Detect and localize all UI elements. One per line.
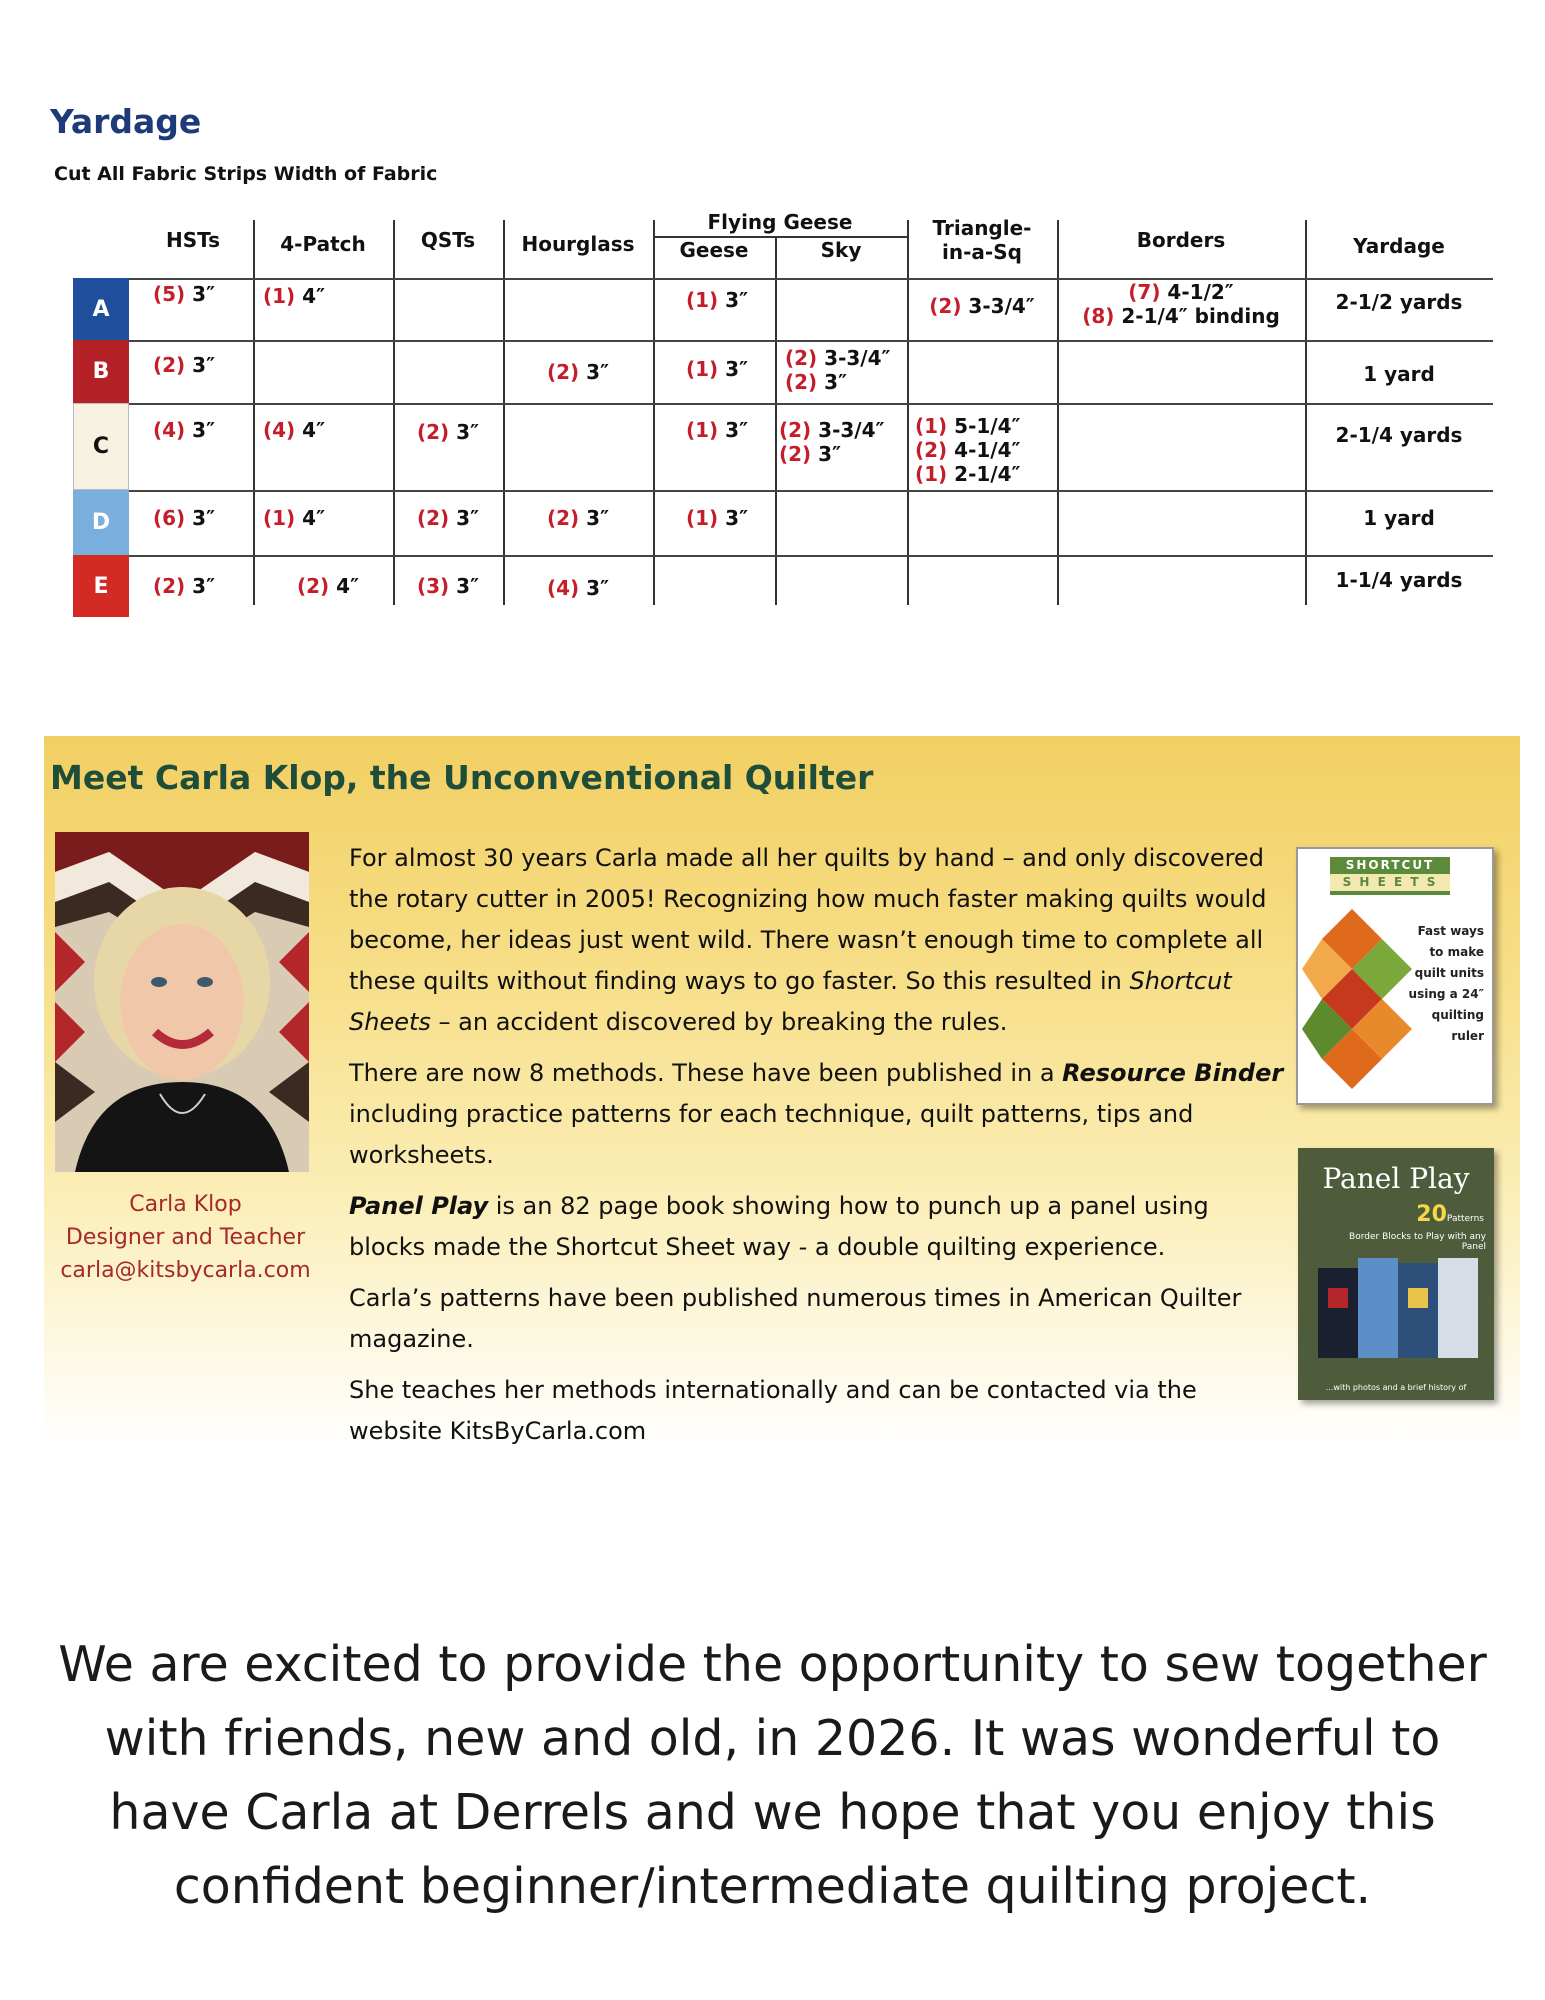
- row-label-e: E: [73, 555, 129, 617]
- cell-b-hsts: (2) 3″: [153, 353, 216, 377]
- cell-c-4-patch: (4) 4″: [263, 418, 326, 442]
- header-borders: Borders: [1136, 228, 1226, 252]
- yardage-subtitle: Cut All Fabric Strips Width of Fabric: [54, 163, 438, 185]
- bio-paragraph-4: Carla’s patterns have been published numerous times in American Quilter magazine.: [349, 1284, 1242, 1353]
- book2-count: 20Patterns: [1416, 1202, 1484, 1227]
- carla-photo: [55, 832, 309, 1172]
- cell-d-hourglass: (2) 3″: [546, 506, 610, 530]
- book2-quilt-art: [1298, 1248, 1494, 1388]
- cell-a-4-patch: (1) 4″: [263, 284, 326, 308]
- bio-title: Meet Carla Klop, the Unconventional Quilter: [50, 758, 874, 797]
- row-label-a: A: [73, 278, 129, 340]
- photo-caption: [44, 1188, 327, 1287]
- cell-c-sky: (2) 3-3/4″ (2) 3″: [779, 418, 885, 466]
- cell-c-qsts: (2) 3″: [416, 420, 480, 444]
- yardage-table: [73, 210, 1493, 615]
- row-divider: [129, 490, 1493, 492]
- caption-name: Carla Klop: [129, 1192, 242, 1217]
- cell-d-4-patch: (1) 4″: [263, 506, 326, 530]
- cell-d-geese: (1) 3″: [685, 506, 749, 530]
- header-triangle-in-a-sq: [907, 216, 1057, 264]
- shortcut-sheets-book-cover: [1296, 847, 1494, 1105]
- bio-paragraph-1: For almost 30 years Carla made all her quilts by hand – and only discovered the rotary cutter in 2005! Recognizing how much faster making quilts would become, her ideas just went wild. There wasn’t enough time to complete all these quilts without finding ways to go faster. So this resulted in Shortcut Sheets – an accident discovered by breaking the rules.: [349, 844, 1267, 1036]
- header-qsts: QSTs: [420, 228, 476, 252]
- cell-c-hsts: (4) 3″: [153, 418, 216, 442]
- cell-b-geese: (1) 3″: [685, 357, 749, 381]
- cell-a-geese: (1) 3″: [685, 288, 749, 312]
- row-divider: [129, 340, 1493, 342]
- cell-b-yardage: 1 yard: [1363, 362, 1435, 386]
- header-sky: Sky: [820, 238, 862, 262]
- header-4-patch: 4-Patch: [280, 232, 366, 256]
- cell-a-triangle: (2) 3-3/4″: [929, 294, 1035, 318]
- cell-d-qsts: (2) 3″: [416, 506, 480, 530]
- book1-diamond-art: [1302, 909, 1412, 1089]
- cell-d-hsts: (6) 3″: [153, 506, 216, 530]
- cell-c-triangle: (1) 5-1/4″ (2) 4-1/4″ (1) 2-1/4″: [915, 414, 1021, 486]
- flying-geese-divider: [653, 236, 907, 238]
- book2-tagline: Border Blocks to Play with any Panel: [1349, 1232, 1486, 1252]
- cell-c-geese: (1) 3″: [685, 418, 749, 442]
- yardage-title: Yardage: [50, 102, 202, 141]
- cell-e-4-patch: (2) 4″: [296, 574, 360, 598]
- header-triangle-line-2: in-a-Sq: [942, 240, 1022, 264]
- book1-tagline: Fast ways to make quilt units using a 24″ quilting ruler: [1408, 924, 1484, 1043]
- row-divider: [129, 403, 1493, 405]
- cell-b-sky: (2) 3-3/4″ (2) 3″: [785, 346, 891, 394]
- cell-a-yardage: 2-1/2 yards: [1335, 290, 1463, 314]
- caption-role: Designer and Teacher: [65, 1225, 306, 1250]
- cell-c-yardage: 2-1/4 yards: [1335, 423, 1463, 447]
- cell-e-hsts: (2) 3″: [153, 574, 216, 598]
- header-geese: Geese: [679, 238, 749, 262]
- bio-text: [349, 838, 1289, 1462]
- header-flying-geese: Flying Geese: [707, 210, 853, 234]
- cell-e-yardage: 1-1/4 yards: [1335, 568, 1463, 592]
- cell-e-hourglass: (4) 3″: [546, 576, 610, 600]
- cell-a-hsts: (5) 3″: [153, 282, 216, 306]
- row-label-b: B: [73, 340, 129, 403]
- book2-title: Panel Play: [1322, 1162, 1470, 1195]
- closing-paragraph: We are excited to provide the opportunity to sew together with friends, new and old, in 2026. It was wonderful to have Carla at Derrels and we hope that you enjoy this confident beginner/intermediate quilting project.: [58, 1636, 1487, 1915]
- header-triangle-line-1: Triangle-: [932, 216, 1032, 240]
- row-label-c: C: [73, 403, 129, 490]
- bio-paragraph-2: There are now 8 methods. These have been published in a Resource Binder including practice patterns for each technique, quilt patterns, tips and worksheets.: [349, 1059, 1284, 1169]
- cell-e-qsts: (3) 3″: [416, 574, 480, 598]
- header-hsts: HSTs: [165, 228, 221, 252]
- portrait-illustration: [55, 832, 309, 1172]
- cell-a-borders: (7) 4-1/2″ (8) 2-1/4″ binding: [1082, 280, 1280, 328]
- row-label-d: D: [73, 490, 129, 555]
- book2-footer: ...with photos and a brief history of: [1325, 1383, 1467, 1392]
- cell-d-yardage: 1 yard: [1363, 506, 1435, 530]
- header-yardage: Yardage: [1353, 234, 1445, 258]
- book1-banner: SHORTCUT S H E E T S: [1330, 857, 1450, 895]
- header-hourglass: Hourglass: [521, 232, 635, 256]
- bio-paragraph-3: Panel Play is an 82 page book showing how to punch up a panel using blocks made the Shortcut Sheet way - a double quilting experience.: [349, 1192, 1209, 1261]
- panel-play-book-cover: [1298, 1148, 1494, 1400]
- row-divider: [129, 555, 1493, 557]
- cell-b-hourglass: (2) 3″: [546, 360, 610, 384]
- bio-paragraph-5: She teaches her methods internationally and can be contacted via the website KitsByCarla.com: [349, 1376, 1197, 1445]
- caption-email[interactable]: carla@kitsbycarla.com: [60, 1258, 311, 1283]
